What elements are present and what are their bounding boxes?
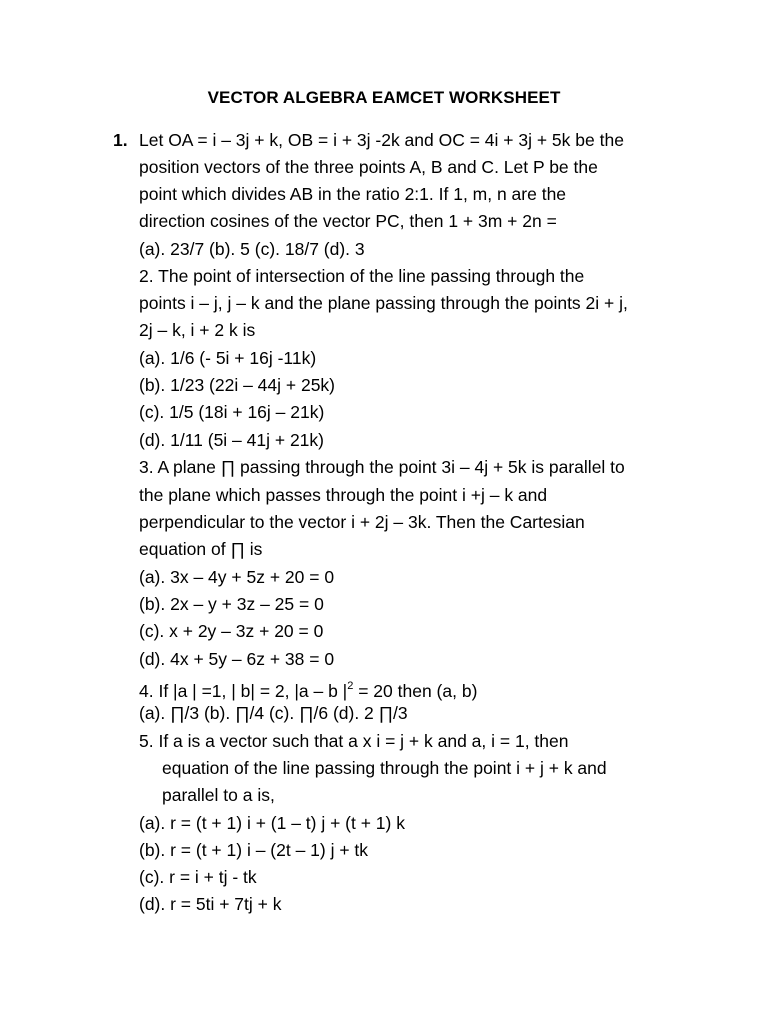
q5-line: parallel to a is, (162, 785, 275, 805)
q3-line: equation of ∏ is (139, 539, 263, 559)
q4-stem-after: = 20 then (a, b) (353, 681, 478, 701)
q5-line: equation of the line passing through the point i + j + k and (162, 758, 607, 778)
q5-line: 5. If a is a vector such that a x i = j + k and a, i = 1, then (139, 731, 569, 751)
q1-line: Let OA = i – 3j + k, OB = i + 3j -2k and OC = 4i + 3j + 5k be the (139, 130, 624, 150)
q3-line: perpendicular to the vector i + 2j – 3k. Then the Cartesian (139, 512, 585, 532)
q3-option-a: (a). 3x – 4y + 5z + 20 = 0 (139, 567, 335, 587)
q2-option-c: (c). 1/5 (18i + 16j – 21k) (139, 402, 325, 422)
q2-option-b: (b). 1/23 (22i – 44j + 25k) (139, 375, 336, 395)
q4-superscript: 2 (347, 680, 354, 692)
q3-option-b: (b). 2x – y + 3z – 25 = 0 (139, 594, 324, 614)
q1-line: point which divides AB in the ratio 2:1. If 1, m, n are the (139, 184, 567, 204)
q3-option-d: (d). 4x + 5y – 6z + 38 = 0 (139, 649, 335, 669)
q2-option-d: (d). 1/11 (5i – 41j + 21k) (139, 430, 324, 450)
q1-line: direction cosines of the vector PC, then 1 + 3m + 2n = (139, 211, 557, 231)
q3-line: 3. A plane ∏ passing through the point 3i – 4j + 5k is parallel to (139, 457, 625, 477)
q5-option-c: (c). r = i + tj - tk (139, 867, 257, 887)
q5-option-d: (d). r = 5ti + 7tj + k (139, 894, 282, 914)
q5-option-a: (a). r = (t + 1) i + (1 – t) j + (t + 1) k (139, 813, 405, 833)
q5-option-b: (b). r = (t + 1) i – (2t – 1) j + tk (139, 840, 369, 860)
q2-option-a: (a). 1/6 (- 5i + 16j -11k) (139, 348, 317, 368)
q2-line: points i – j, j – k and the plane passing through the points 2i + j, (139, 293, 628, 313)
q3-line: the plane which passes through the point i +j – k and (139, 485, 548, 505)
q4-options: (a). ∏/3 (b). ∏/4 (c). ∏/6 (d). 2 ∏/3 (139, 703, 408, 723)
q4-stem (139, 675, 477, 702)
q1-line: position vectors of the three points A, B and C. Let P be the (139, 157, 598, 177)
worksheet-title: VECTOR ALGEBRA EAMCET WORKSHEET (207, 88, 561, 107)
q2-line: 2. The point of intersection of the line passing through the (139, 266, 585, 286)
q3-option-c: (c). x + 2y – 3z + 20 = 0 (139, 621, 324, 641)
q1-options: (a). 23/7 (b). 5 (c). 18/7 (d). 3 (139, 239, 365, 259)
q2-line: 2j – k, i + 2 k is (139, 320, 256, 340)
q4-stem-before: 4. If |a | =1, | b| = 2, |a – b | (139, 681, 348, 701)
q1-number: 1. (113, 130, 128, 150)
